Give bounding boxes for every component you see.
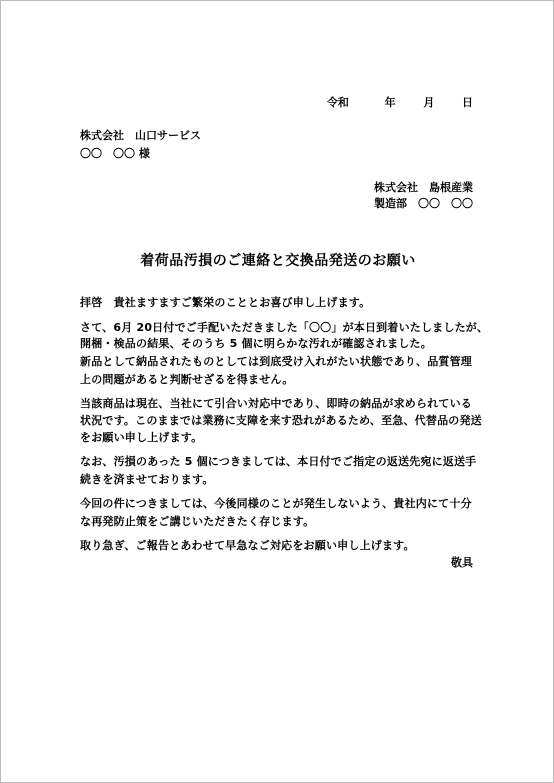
date-day: 日 — [462, 96, 473, 109]
body-line: 取り急ぎ、ご報告とあわせて早急なご対応をお願い申し上げます。 — [80, 539, 415, 552]
date-era: 令和 — [326, 96, 349, 109]
document-title: 着荷品汚損のご連絡と交換品発送のお願い — [140, 253, 416, 269]
date-month: 月 — [423, 96, 435, 109]
closing: 敬具 — [451, 556, 473, 569]
body-line: なお、汚損のあった 5 個につきましては、本日付でご指定の返送先宛に返送手 — [80, 455, 477, 468]
body-line: な再発防止策をご講じいただきたく存じます。 — [80, 515, 315, 528]
body-line: 拝啓 貴社ますますご繁栄のこととお喜び申し上げます。 — [80, 296, 371, 309]
sender-company: 株式会社 島根産業 — [374, 181, 473, 194]
body-line: 当該商品は現在、当社にて引合い対応中であり、即時の納品が求められている — [80, 397, 472, 410]
recipient-person: 〇〇 〇〇 様 — [80, 147, 150, 160]
body-line: 続きを済ませております。 — [80, 473, 214, 486]
sender-dept: 製造部 〇〇 〇〇 — [374, 197, 473, 210]
date-line — [327, 96, 473, 109]
recipient-company: 株式会社 山口サービス — [80, 129, 201, 142]
body-line: 今回の件につきましては、今後同様のことが発生しないよう、貴社内にて十分 — [80, 497, 472, 510]
body-line: 状況です。このままでは業務に支障を来す恐れがあるため、至急、代替品の発送 — [80, 414, 482, 427]
body-line: をお願い申し上げます。 — [80, 431, 203, 444]
body-line: 開梱・検品の結果、そのうち 5 個に明らかな汚れが確認されました。 — [80, 337, 432, 350]
date-year: 年 — [384, 96, 396, 109]
body-line: さて、6月 20日付でご手配いただきました「〇〇」が本日到着いたしましたが、 — [80, 321, 489, 334]
body-line: 上の問題があると判断せざるを得ません。 — [80, 373, 294, 386]
body-line: 新品として納品されたものとしては到底受け入れがたい状態であり、品質管理 — [80, 355, 472, 368]
